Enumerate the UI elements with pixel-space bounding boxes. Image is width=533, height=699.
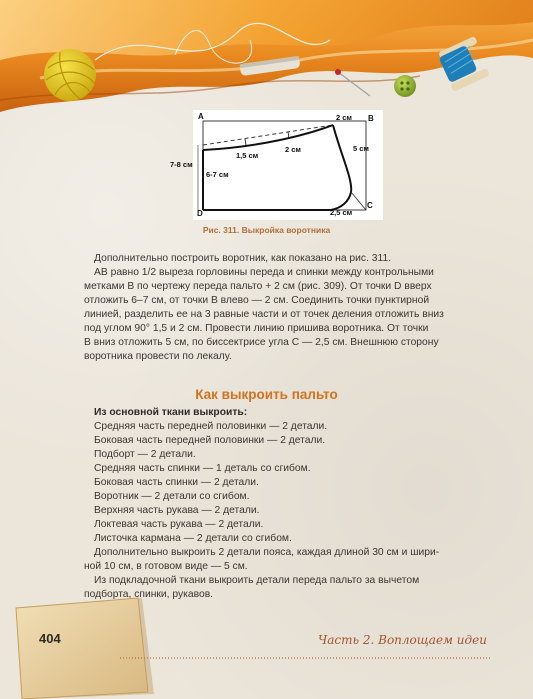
- list-item: Подборт — 2 детали.: [94, 449, 196, 460]
- list-item: Дополнительно выкроить 2 детали пояса, каждая длиной 30 см и шири-: [94, 547, 440, 558]
- label-left-height: 7-8 см: [170, 160, 193, 169]
- collar-pattern-figure: [170, 110, 383, 220]
- point-b-label: B: [368, 114, 374, 123]
- label-mid-2: 2 см: [285, 145, 301, 154]
- list-item: Верхняя часть рукава — 2 детали.: [94, 505, 260, 516]
- body-line: АВ равно 1/2 выреза горловины переда и спинки между контрольными: [94, 267, 434, 278]
- list-item: Воротник — 2 детали со сгибом.: [94, 491, 250, 502]
- body-line: воротника провести по лекалу.: [84, 351, 232, 362]
- footer-divider: [120, 657, 490, 659]
- body-line: Дополнительно построить воротник, как показано на рис. 311.: [94, 253, 392, 264]
- label-right-5cm: 5 см: [353, 144, 369, 153]
- body-line: В вниз отложить 5 см, по биссектрисе угла С — 2,5 см. Внешнюю сторону: [84, 337, 439, 348]
- list-item: подборта, спинки, рукавов.: [84, 589, 214, 600]
- paper-card-decoration: [16, 598, 156, 699]
- label-mid-1-5: 1,5 см: [236, 151, 259, 160]
- list-item: Из подкладочной ткани выкроить детали переда пальто за вычетом: [94, 575, 420, 586]
- body-line: линией, разделить ее на 3 равные части и от точек деления отложить вниз: [84, 309, 444, 320]
- list-item: Средняя часть спинки — 1 деталь со сгибом.: [94, 463, 311, 474]
- section-subheading: Из основной ткани выкроить:: [94, 407, 248, 418]
- point-d-label: D: [197, 209, 203, 218]
- body-line: под углом 90° 1,5 и 2 см. Провести линию пришива воротника. От точки: [84, 323, 429, 334]
- figure-caption: Рис. 311. Выкройка воротника: [202, 225, 331, 235]
- pin-icon: [335, 69, 370, 96]
- header-decoration: [0, 0, 533, 118]
- point-a-label: A: [198, 112, 204, 121]
- list-item: Локтевая часть рукава — 2 детали.: [94, 519, 264, 530]
- section-heading: Как выкроить пальто: [195, 387, 338, 402]
- running-title: Часть 2. Воплощаем идеи: [318, 633, 487, 647]
- page-number: 404: [39, 631, 61, 646]
- list-item: Листочка кармана — 2 детали со сгибом.: [94, 533, 292, 544]
- list-item: Средняя часть передней половинки — 2 детали.: [94, 421, 328, 432]
- button-icon: [394, 75, 416, 97]
- yarn-ball-icon: [44, 49, 96, 101]
- list-item: ной 10 см, в готовом виде — 5 см.: [84, 561, 248, 572]
- body-line: метками В по чертежу переда пальто + 2 см (рис. 309). От точки D вверх: [84, 281, 432, 292]
- point-c-label: C: [367, 201, 373, 210]
- body-line: отложить 6–7 см, от точки В влево — 2 см. Соединить точки пунктирной: [84, 295, 430, 306]
- list-item: Боковая часть передней половинки — 2 детали.: [94, 435, 326, 446]
- label-top-2cm: 2 см: [336, 113, 352, 122]
- label-bottom-2-5: 2,5 см: [330, 208, 353, 217]
- label-diag: 6-7 см: [206, 170, 229, 179]
- list-item: Боковая часть спинки — 2 детали.: [94, 477, 259, 488]
